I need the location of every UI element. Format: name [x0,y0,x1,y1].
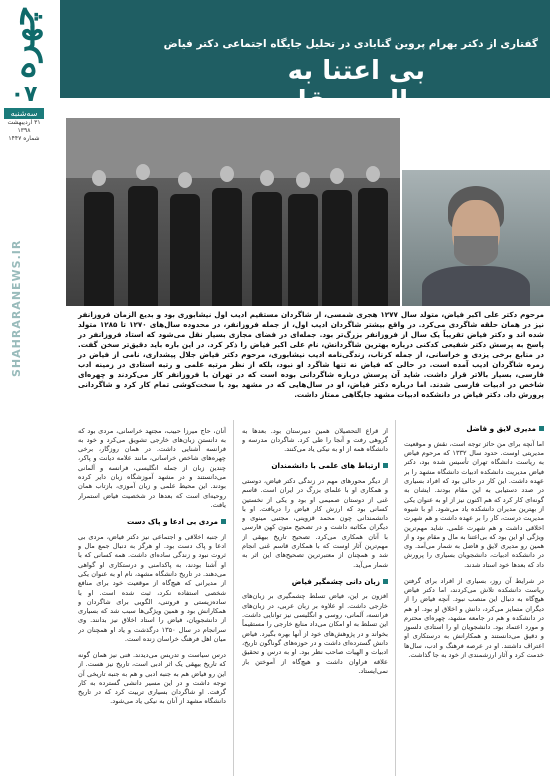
column-left-text: از جنبه اخلاقی و اجتماعی نیز دکتر فیاض، مردی بی ادعا و پاک دست بود. او هرگز به دنبال جمع مال و ثروت نبود و زندگی ساده‌ای داشت. همه کسانی که با او آشنا بودند، به پاکدامنی و درستکاری او گواهی می‌دهند. در تاریخ دانشگاه مشهد، نام او به عنوان یکی از مدیرانی که هیچ‌گاه از موقعیت خود برای منافع شخصی استفاده نکرد، ثبت شده است. او با ساده‌زیستی و فروتنی، الگویی برای شاگردان و همکارانش بود و همین ویژگی‌ها سبب شد که بسیاری از دانشجویان، فیاض را استاد اخلاق نیز بدانند. وی سرانجام در سال ۱۳۵۰ درگذشت و یاد او همچنان در میان اهل فرهنگ خراسان زنده است. [78,532,226,644]
column-middle-text: از دیگر محورهای مهم در زندگی دکتر فیاض، دوستی و همکاری او با علمای بزرگ در ایران است. قاسم غنی از دوستان صمیمی او بود و یکی از نخستین کسانی بود که ارزش کار فیاض را دریافت. او با دانشمندانی چون محمد قزوینی، مجتبی مینوی و دیگران مکاتبه داشت و در تصحیح متون کهن فارسی با آنان همکاری می‌کرد. تصحیح تاریخ بیهقی از مهم‌ترین آثار اوست که با همکاری قاسم غنی انجام شد و همچنان از معتبرترین تصحیح‌های این اثر به شمار می‌آید. [242,476,388,569]
article-subtitle: گفتاری از دکتر بهرام پروین گنابادی در تحلیل جایگاه اجتماعی دکتر فیاض [163,38,538,50]
photo-person [128,186,158,306]
photo-person [170,194,200,306]
column-left [78,420,226,776]
column-right-text-2: در شرایط آن روز، بسیاری از افراد برای گرفتن ریاست دانشکده تلاش می‌کردند، اما دکتر فیاض هیچ‌گاه به دنبال این منصب نبود. آنچه فیاض را از دیگران متمایز می‌کرد، دانش و اخلاق او بود. او هم در دانشکده و هم در جامعه مشهد، چهره‌ای محترم و مورد اعتماد بود. دانشجویان او را استادی دلسوز و دقیق می‌دانستند و همکارانش به درستکاری او اعتراف داشتند. او در عرصه فرهنگ و ادب، سال‌ها خدمت کرد و آثار ارزشمندی از خود به جا گذاشت. [404,576,544,660]
subheading-scientific-relations: ارتباط های علمی با دانشمندان [242,461,388,470]
photo-person [212,188,242,306]
photo-person [84,192,114,306]
column-middle-text-2: افزون بر این، فیاض تسلط چشمگیری بر زبان‌های خارجی داشت. او علاوه بر زبان عربی، در زبان‌های فرانسه، آلمانی، روسی و انگلیسی نیز توانایی داشت. این تسلط به او امکان می‌داد منابع خارجی را مستقیماً بخواند و در پژوهش‌های خود از آنها بهره بگیرد. فیاض دانش گسترده‌ای داشت و در حوزه‌های گوناگون تاریخ، ادبیات و الهیات صاحب نظر بود. او به درس و تحقیق علاقه فراوان داشت و هیچ‌گاه از آموختن باز نمی‌ایستاد. [242,592,388,675]
photo-person [288,194,318,306]
photo-head [136,164,150,180]
column-left-mid-text: درس سیاست و تدریس می‌دیدند. فنی نیز همان گونه که تاریخ بیهقی یک اثر ادبی است، تاریخ نیز هست. از این رو فیاض هم به جنبه ادبی و هم به جنبه تاریخی آن توجه داشت و در این مسیر دانشی گسترده به کار گرفت. او شاگردان بسیاری تربیت کرد که در تاریخ دانشگاه مشهد از آنان به نیکی یاد می‌شود. [78,650,226,706]
photo-head [366,166,380,182]
author-portrait [402,170,550,306]
date-line-1: ۳۱ اردیبهشت ۱۳۹۸ [7,119,41,134]
photo-head [178,172,192,188]
website-label: SHAHRARANEWS.IR [10,240,23,378]
photo-person [358,188,388,306]
column-right [404,420,544,776]
article-headline [230,56,425,116]
headline-line-1: بی اعتنا به [287,56,425,86]
article-columns [78,420,544,776]
column-left-intro: آنان، حاج میرزا حبیب، مجتهد خراسانی، مردی بود که به دانستن زبان‌های خارجی تشویق می‌کرد و خود به فرانسه آشنایی داشت. در همان روزگار، برخی چهره‌های شاخص خراسانی، مانند علامه دیانت و پاکر، چندین زبان از جمله انگلیسی، فرانسه و آلمانی می‌دانستند و در مشهد آموزشگاه زبان دایر کرده بودند. این محیط علمی و زبان آموزی، بازتاب همان روحیه‌ای است که بعدها در شخصیت فیاض استمرار یافت. [78,426,226,509]
portrait-beard [454,236,498,266]
photo-head [260,170,274,186]
subheading-modest-man: مردی بی ادعا و پاک دست [78,517,226,526]
photo-head [220,166,234,182]
column-divider [233,420,234,776]
magazine-logo: چهره [3,6,43,80]
photo-person [252,192,282,306]
column-divider [395,420,396,776]
date-line-2: شماره ۱۴۴۷ [8,135,40,142]
photo-head [330,168,344,184]
column-middle [242,420,388,776]
portrait-coat [422,266,530,306]
photo-head [92,170,106,186]
issue-number: ۰۷ [10,82,38,107]
historic-group-photo [66,118,400,306]
issue-box [4,82,44,142]
lead-paragraph: مرحوم دکتر علی اکبر فیاض، متولد سال ۱۲۷۷ هجری شمسی، از شاگردان مستقیم ادیب اول نیشابوری بود و بدیع الزمان فروزانفر نیز در همان حلقه شاگردی می‌کرد. در واقع بیشتر شاگردان ادیب اول، از جمله فروزانفر، در محدوده سال‌های ۱۲۷۰ تا ۱۲۸۵ متولد شده اند و دکتر فیاض تقریباً یک سال از فروزانفر بزرگ‌تر بود. جمله‌ای در فضای مجازی بسیار نقل می‌شود که استاد فروزانفر در پاسخ به پرسش دکتر شفیعی کدکنی درباره بهترین شاگردانش، نام علی اکبر فیاض را ذکر کرد. در این باره باید دقیق‌تر سخن گفت. در منابع برخی یزدی و خراسانی، از جمله کرناب، زندگی‌نامه ادیب نیشابوری، مرحوم دکتر فیاض جلال پیشداری، نامی از فیاض در زمره شاگردان ادیب آمده است. در حالی که فیاض نه تنها شاگرد او نبود، بلکه از نظر مرتبه علمی و رتبه استادی در زمینه ادب فارسی، بسیار بالاتر قرار داشت. شاید آن پرسش درباره شاگردانی بوده است که در تهران با فروزانفر کار می‌کردند و چهره‌ای شاخص در ادبیات فارسی شدند. اما درباره دکتر فیاض، او در سال‌هایی که در مشهد بود با سخت‌کوشی تمام کار کرد و شاگردانی پرورش داد. دکتر فیاض در دانشکده ادبیات مشهد جایگاهی ممتاز داشت. [78,310,545,399]
subheading-language-skills: زبان دانی چشمگیر فیاض [242,577,388,586]
photo-person [322,190,352,306]
column-middle-intro: از قراع التحصیلان همین دبیرستان بود. بعدها به گروهی رفت و آنجا را طی کرد. شاگردان مدرسه و دانشگاه همه از او به نیکی یاد می‌کنند. [242,426,388,454]
column-right-text: اما آنچه برای من حائز توجه است، نقش و موقعیت مدیریتی اوست. حدود سال ۱۳۳۲ که مرحوم فیاض به ریاست دانشگاه تهران تأسیس شده بود، دکتر فیاض مدیریت دانشکده ادبیات دانشگاه مشهد را بر عهده داشت. این کار در حالی بود که افراد بسیاری در صدد دستیابی به این مقام بودند. ایشان به گونه‌ای کار کرد که هم اکنون نیز از او به عنوان یکی از بهترین مدیران دانشکده یاد می‌شود. او با شیوه مدیریت درست، کار را بر عهده داشت و هم شهرت اخلاقی داشت و هم شهرت علمی. شاید مهم‌ترین ویژگی او این بود که بی‌اعتنا به مال و مقام بود و از همین رو مدیری لایق و فاضل به شمار می‌آمد. وی در دانشکده ادبیات، دانشجویان بسیاری را پرورش داد که بعدها خود استاد شدند. [404,439,544,569]
photo-head [296,172,310,188]
day-badge: سه‌شنبه [4,108,44,119]
masthead-strip [0,0,66,782]
headline-line-2: مال و مقام بود [230,86,425,116]
subheading-able-manager: مدیری لایق و فاضل [404,424,544,433]
